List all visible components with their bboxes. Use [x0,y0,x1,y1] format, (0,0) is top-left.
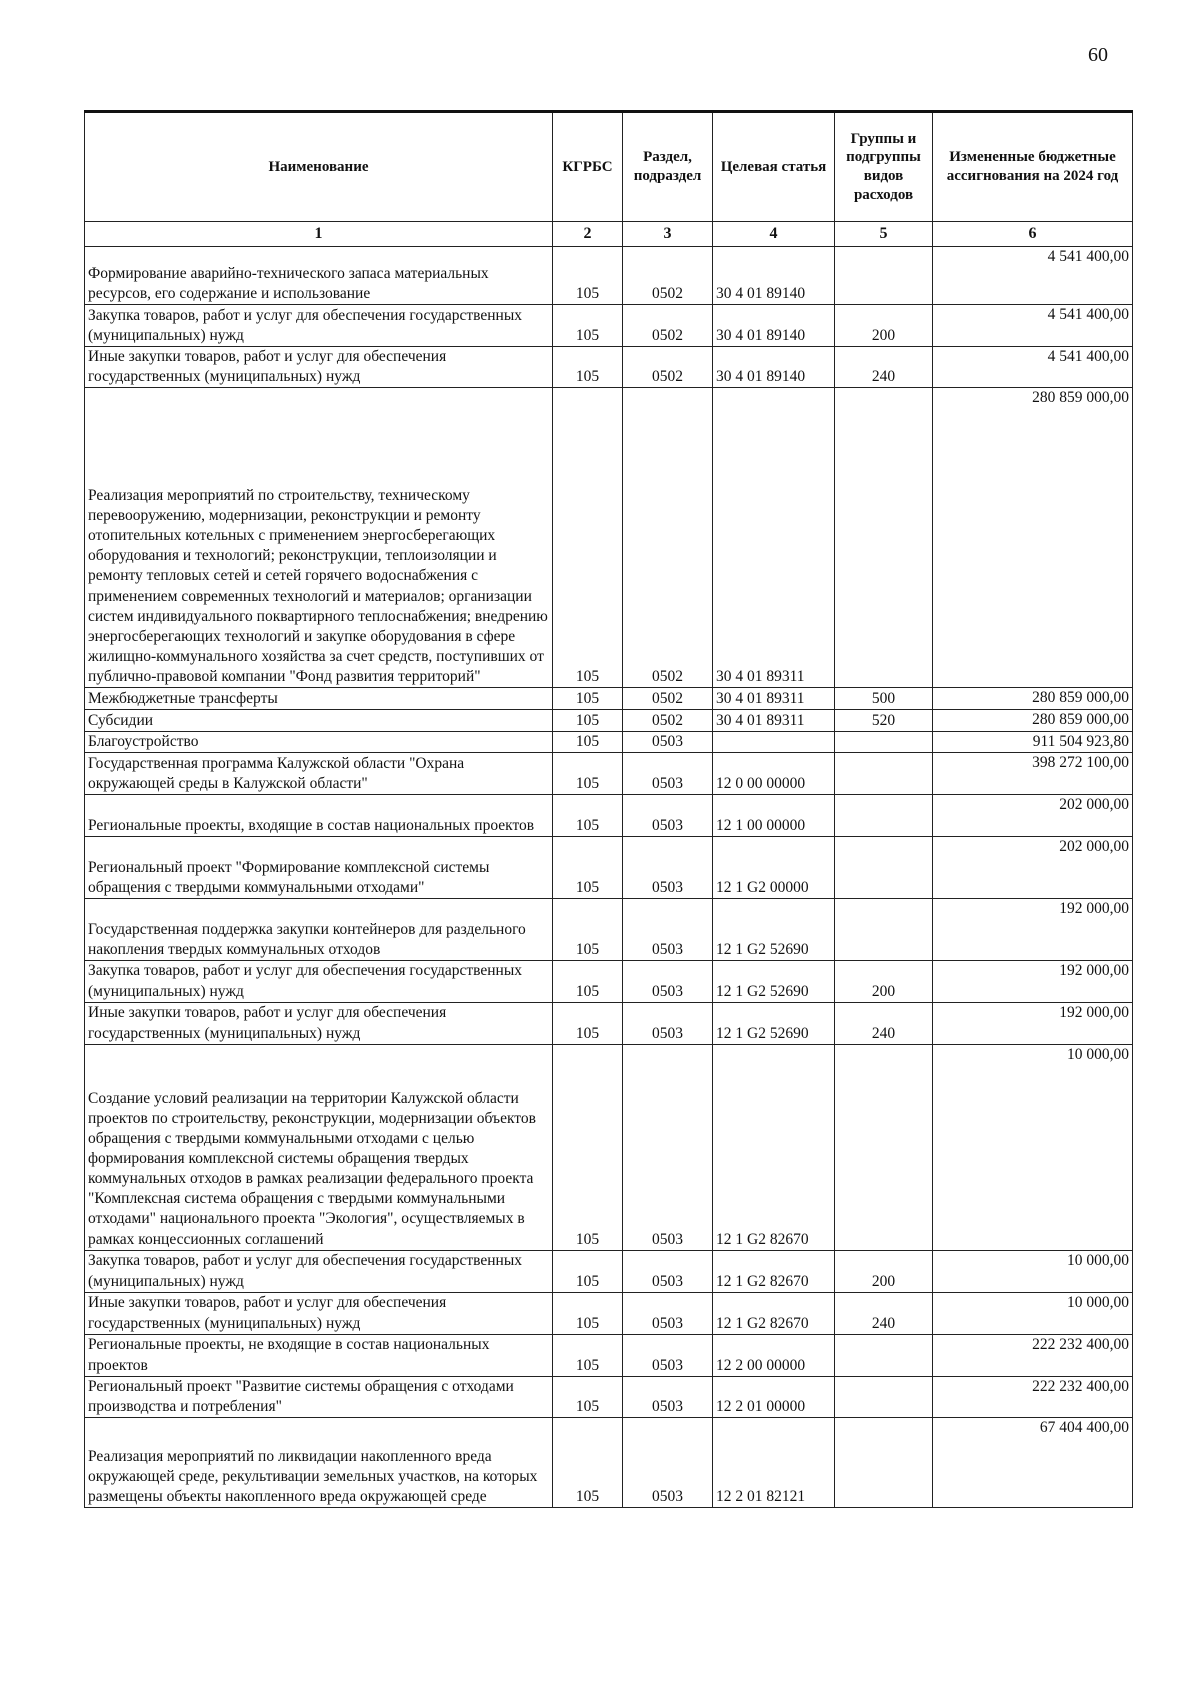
table-row [85,347,1133,388]
row-name: Региональные проекты, входящие в состав национальных проектов [85,795,553,837]
table-row [85,1417,1133,1507]
row-kgrbs: 105 [553,247,623,305]
column-number: 1 [85,222,553,247]
row-razdel: 0502 [623,688,713,710]
table-row [85,1044,1133,1250]
row-vid [835,1044,933,1250]
row-kgrbs: 105 [553,1334,623,1376]
row-amount: 202 000,00 [933,837,1133,899]
header-row [85,112,1133,222]
row-name: Субсидии [85,710,553,732]
column-number-row [85,222,1133,247]
row-razdel: 0502 [623,247,713,305]
table-row [85,961,1133,1002]
header-razdel: Раздел, подраздел [623,112,713,222]
row-kgrbs: 105 [553,753,623,795]
table-row [85,247,1133,305]
row-statya: 12 1 G2 00000 [713,837,835,899]
table-row [85,710,1133,732]
row-razdel: 0503 [623,837,713,899]
row-kgrbs: 105 [553,1417,623,1507]
row-vid: 200 [835,1250,933,1292]
row-name: Реализация мероприятий по ликвидации накопленного вреда окружающей среде, рекультивации земельных участков, на которых размещены объекты накопленного вреда окружающей среде [85,1417,553,1507]
row-name: Закупка товаров, работ и услуг для обеспечения государственных (муниципальных) нужд [85,961,553,1002]
row-amount: 222 232 400,00 [933,1376,1133,1417]
table-row [85,1292,1133,1334]
row-name: Иные закупки товаров, работ и услуг для обеспечения государственных (муниципальных) нужд [85,347,553,388]
row-vid: 240 [835,1002,933,1044]
header-statya: Целевая статья [713,112,835,222]
row-razdel: 0503 [623,753,713,795]
row-vid [835,247,933,305]
table-row [85,388,1133,688]
row-kgrbs: 105 [553,347,623,388]
row-statya: 30 4 01 89140 [713,347,835,388]
row-amount: 10 000,00 [933,1250,1133,1292]
table-row [85,1002,1133,1044]
table-row [85,688,1133,710]
row-vid [835,388,933,688]
row-statya: 12 1 G2 82670 [713,1044,835,1250]
row-name: Иные закупки товаров, работ и услуг для обеспечения государственных (муниципальных) нужд [85,1292,553,1334]
row-kgrbs: 105 [553,837,623,899]
row-statya: 12 1 G2 52690 [713,961,835,1002]
row-statya: 30 4 01 89140 [713,305,835,347]
table-row [85,1334,1133,1376]
row-name: Создание условий реализации на территории Калужской области проектов по строительству, реконструкции, модернизации объектов обращения с твердыми коммунальными отходами с целью формирования комплексной системы обращения твердых коммунальных отходов в рамках реализации федерального проекта "Комплексная система обращения с твердыми коммунальными отходами" национального проекта "Экология", осуществляемых в рамках концессионных соглашений [85,1044,553,1250]
row-vid: 500 [835,688,933,710]
row-vid: 240 [835,347,933,388]
row-kgrbs: 105 [553,388,623,688]
row-name: Благоустройство [85,732,553,753]
header-kgrbs: КГРБС [553,112,623,222]
row-kgrbs: 105 [553,1376,623,1417]
row-razdel: 0503 [623,795,713,837]
row-kgrbs: 105 [553,795,623,837]
row-razdel: 0503 [623,899,713,961]
row-statya: 30 4 01 89311 [713,710,835,732]
column-number: 5 [835,222,933,247]
row-statya: 12 2 01 00000 [713,1376,835,1417]
row-kgrbs: 105 [553,305,623,347]
row-amount: 911 504 923,80 [933,732,1133,753]
row-amount: 4 541 400,00 [933,247,1133,305]
row-name: Межбюджетные трансферты [85,688,553,710]
row-razdel: 0503 [623,732,713,753]
table-row [85,795,1133,837]
header-name: Наименование [85,112,553,222]
row-amount: 280 859 000,00 [933,688,1133,710]
row-kgrbs: 105 [553,1044,623,1250]
row-kgrbs: 105 [553,1292,623,1334]
table-row [85,753,1133,795]
row-amount: 192 000,00 [933,1002,1133,1044]
row-amount: 398 272 100,00 [933,753,1133,795]
budget-table [84,110,1133,1508]
row-kgrbs: 105 [553,899,623,961]
row-razdel: 0503 [623,1334,713,1376]
table-row [85,837,1133,899]
row-razdel: 0502 [623,347,713,388]
row-amount: 10 000,00 [933,1044,1133,1250]
row-name: Региональный проект "Развитие системы обращения с отходами производства и потребления" [85,1376,553,1417]
row-vid: 200 [835,961,933,1002]
row-kgrbs: 105 [553,1250,623,1292]
table-body [85,247,1133,1508]
row-statya: 12 1 G2 52690 [713,1002,835,1044]
row-razdel: 0503 [623,1376,713,1417]
row-statya: 12 0 00 00000 [713,753,835,795]
row-razdel: 0502 [623,388,713,688]
row-statya: 12 1 00 00000 [713,795,835,837]
row-razdel: 0503 [623,1044,713,1250]
row-name: Реализация мероприятий по строительству, техническому перевооружению, модернизации, реконструкции и ремонту отопительных котельных с применением энергосберегающих оборудования и технологий; реконструкции, теплоизоляции и ремонту тепловых сетей и сетей горячего водоснабжения с применением современных технологий и материалов; организации систем индивидуального поквартирного теплоснабжения; внедрению энергосберегающих технологий и закупке оборудования в сфере жилищно-коммунального хозяйства за счет средств, поступивших от публично-правовой компании "Фонд развития территорий" [85,388,553,688]
row-kgrbs: 105 [553,961,623,1002]
row-statya: 12 2 01 82121 [713,1417,835,1507]
row-statya: 30 4 01 89311 [713,388,835,688]
row-amount: 4 541 400,00 [933,347,1133,388]
row-razdel: 0502 [623,305,713,347]
row-statya: 12 2 00 00000 [713,1334,835,1376]
row-vid: 240 [835,1292,933,1334]
row-statya: 12 1 G2 82670 [713,1292,835,1334]
table-row [85,732,1133,753]
row-statya: 12 1 G2 52690 [713,899,835,961]
row-vid [835,1376,933,1417]
row-amount: 202 000,00 [933,795,1133,837]
row-razdel: 0503 [623,1002,713,1044]
column-number: 4 [713,222,835,247]
row-amount: 192 000,00 [933,961,1133,1002]
column-number: 3 [623,222,713,247]
header-amount: Измененные бюджетные ассигнования на 2024 год [933,112,1133,222]
table-row [85,1376,1133,1417]
row-vid [835,1334,933,1376]
row-name: Закупка товаров, работ и услуг для обеспечения государственных (муниципальных) нужд [85,1250,553,1292]
row-vid [835,1417,933,1507]
row-amount: 192 000,00 [933,899,1133,961]
row-name: Государственная программа Калужской области "Охрана окружающей среды в Калужской области" [85,753,553,795]
row-vid [835,837,933,899]
row-vid: 520 [835,710,933,732]
table-row [85,305,1133,347]
column-number: 6 [933,222,1133,247]
row-statya: 30 4 01 89311 [713,688,835,710]
row-vid [835,753,933,795]
row-amount: 67 404 400,00 [933,1417,1133,1507]
row-name: Государственная поддержка закупки контейнеров для раздельного накопления твердых коммунальных отходов [85,899,553,961]
row-razdel: 0503 [623,1250,713,1292]
row-razdel: 0502 [623,710,713,732]
row-statya: 30 4 01 89140 [713,247,835,305]
row-name: Закупка товаров, работ и услуг для обеспечения государственных (муниципальных) нужд [85,305,553,347]
header-vid: Группы и подгруппы видов расходов [835,112,933,222]
page-number: 60 [1088,44,1108,66]
row-razdel: 0503 [623,961,713,1002]
column-number: 2 [553,222,623,247]
row-amount: 280 859 000,00 [933,388,1133,688]
row-amount: 10 000,00 [933,1292,1133,1334]
row-statya: 12 1 G2 82670 [713,1250,835,1292]
row-amount: 280 859 000,00 [933,710,1133,732]
row-vid [835,899,933,961]
row-vid [835,795,933,837]
row-razdel: 0503 [623,1292,713,1334]
row-kgrbs: 105 [553,732,623,753]
row-name: Региональные проекты, не входящие в состав национальных проектов [85,1334,553,1376]
row-name: Формирование аварийно-технического запаса материальных ресурсов, его содержание и использование [85,247,553,305]
table-row [85,1250,1133,1292]
row-vid: 200 [835,305,933,347]
row-vid [835,732,933,753]
row-razdel: 0503 [623,1417,713,1507]
row-kgrbs: 105 [553,710,623,732]
row-kgrbs: 105 [553,1002,623,1044]
row-name: Иные закупки товаров, работ и услуг для обеспечения государственных (муниципальных) нужд [85,1002,553,1044]
row-amount: 4 541 400,00 [933,305,1133,347]
table-row [85,899,1133,961]
row-name: Региональный проект "Формирование комплексной системы обращения с твердыми коммунальными отходами" [85,837,553,899]
row-kgrbs: 105 [553,688,623,710]
row-statya [713,732,835,753]
row-amount: 222 232 400,00 [933,1334,1133,1376]
